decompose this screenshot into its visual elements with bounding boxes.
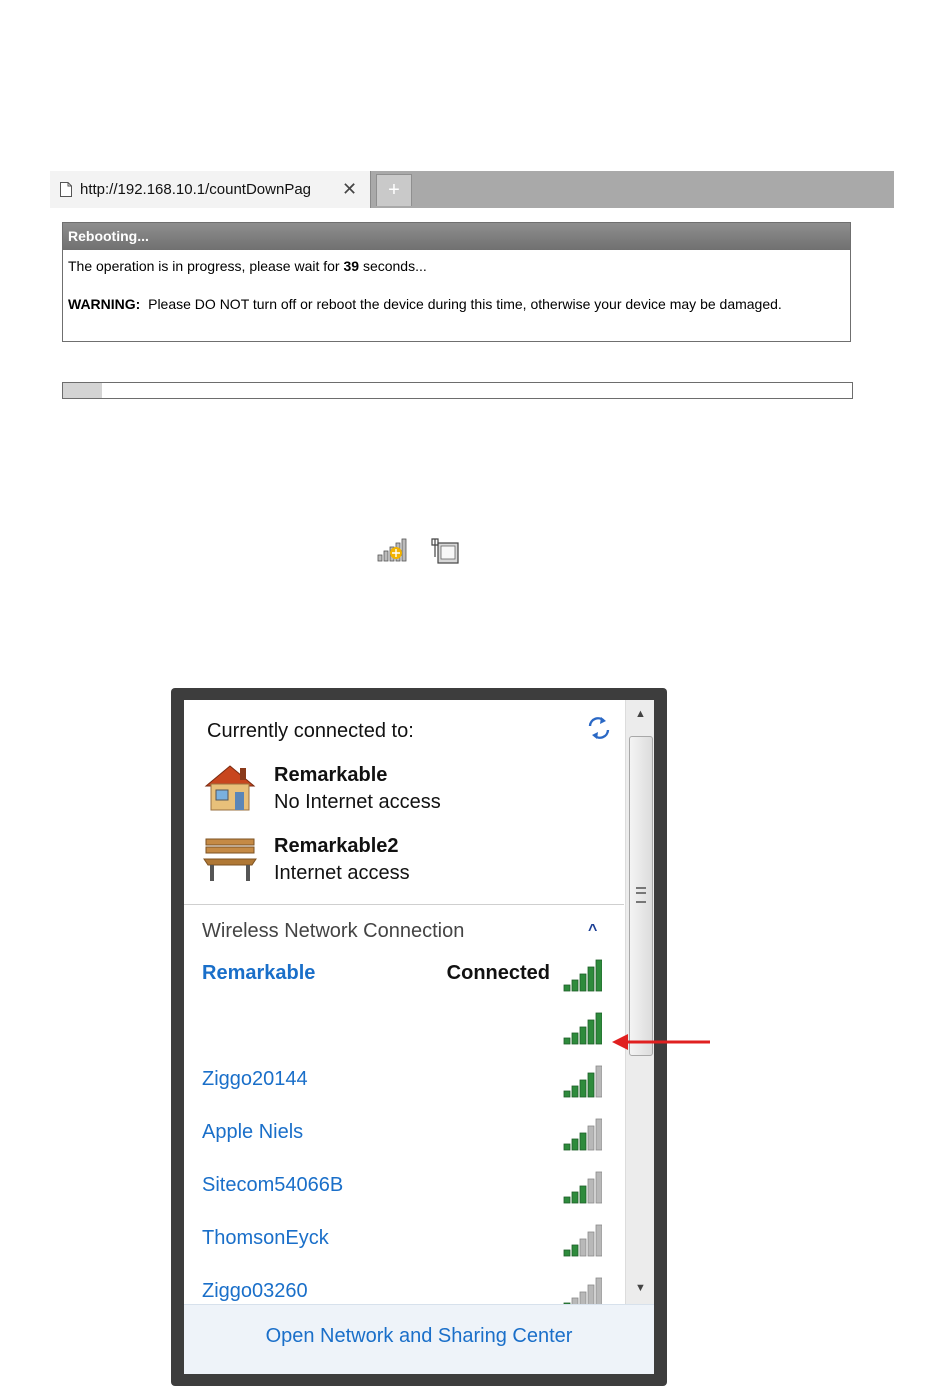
signal-bar-on (572, 1086, 578, 1097)
network-name: Remarkable (202, 962, 316, 984)
network-flyout-content (184, 700, 654, 1374)
reboot-header: Rebooting... (63, 223, 850, 250)
network-flyout (171, 688, 667, 1386)
system-tray (376, 537, 462, 572)
page-icon (60, 182, 72, 197)
network-status: Connected (446, 962, 550, 984)
signal-bar-on (588, 1020, 594, 1044)
scroll-up-icon[interactable]: ▲ (635, 708, 646, 720)
signal-bar-on (564, 1197, 570, 1203)
signal-bar-on (596, 1013, 602, 1044)
signal-bar-on (580, 1133, 586, 1150)
signal-bar-off (596, 1119, 602, 1150)
new-tab-button[interactable]: + (376, 174, 412, 206)
signal-bar-on (572, 1033, 578, 1044)
connection-item[interactable] (202, 762, 441, 816)
public-network-bench-icon (202, 833, 258, 885)
network-name: Apple Niels (202, 1121, 304, 1143)
signal-bar-on (588, 1073, 594, 1097)
signal-bar-on (572, 980, 578, 991)
open-network-center-link[interactable]: Open Network and Sharing Center (265, 1325, 573, 1347)
connection-item[interactable] (202, 833, 410, 887)
signal-bar-off (596, 1066, 602, 1097)
signal-strength-icon (562, 1117, 602, 1151)
scrollbar[interactable] (625, 700, 654, 1304)
network-name: Ziggo20144 (202, 1068, 308, 1090)
wireless-signal-warning-icon[interactable] (376, 537, 408, 572)
reboot-body (63, 250, 850, 314)
scroll-down-icon[interactable]: ▼ (635, 1282, 646, 1294)
network-name: Ziggo03260 (202, 1280, 308, 1302)
collapse-icon[interactable]: ^ (588, 922, 598, 939)
signal-strength-icon (562, 1064, 602, 1098)
signal-bar-off (588, 1179, 594, 1203)
signal-bar-on (580, 1080, 586, 1097)
signal-bar-on (596, 960, 602, 991)
refresh-icon[interactable] (584, 714, 614, 747)
network-wired-icon[interactable] (430, 537, 462, 572)
tab-url: http://192.168.10.1/countDownPag (80, 181, 312, 198)
warning-text: Please DO NOT turn off or reboot the device during this time, otherwise your device may be damaged. (148, 296, 782, 312)
grip-icon (636, 887, 646, 903)
wireless-network-item[interactable] (202, 1064, 606, 1102)
network-name: Sitecom54066B (202, 1174, 344, 1196)
wireless-network-item[interactable] (202, 1170, 606, 1208)
signal-bar-on (564, 1250, 570, 1256)
signal-bar-on (564, 1038, 570, 1044)
progress-message: The operation is in progress, please wait for 39 seconds... (68, 258, 427, 274)
connection-name: Remarkable (274, 764, 388, 786)
reboot-panel (62, 222, 851, 342)
signal-bar-on (572, 1139, 578, 1150)
progress-fill (63, 383, 102, 398)
signal-bar-off (596, 1172, 602, 1203)
connection-status: Internet access (274, 862, 410, 884)
reboot-progress-bar (62, 382, 853, 399)
home-network-icon (202, 762, 258, 814)
wireless-network-item[interactable] (202, 1223, 606, 1261)
browser-tab[interactable] (50, 171, 371, 208)
signal-bar-on (580, 1027, 586, 1044)
warning-message (68, 295, 845, 314)
wireless-network-item[interactable] (202, 958, 606, 996)
divider (184, 904, 624, 905)
signal-bar-on (580, 1186, 586, 1203)
signal-strength-icon (562, 1223, 602, 1257)
scroll-thumb[interactable] (629, 736, 653, 1056)
wireless-section-title: Wireless Network Connection (202, 920, 465, 942)
connection-status: No Internet access (274, 791, 441, 813)
flyout-footer (184, 1304, 654, 1374)
signal-bar-on (580, 974, 586, 991)
signal-bar-on (572, 1192, 578, 1203)
signal-strength-icon (562, 1170, 602, 1204)
wireless-network-item[interactable] (202, 1011, 606, 1049)
warning-label: WARNING: (68, 296, 141, 312)
browser-tab-bar (50, 171, 894, 208)
signal-bar-on (588, 967, 594, 991)
signal-bar-off (588, 1232, 594, 1256)
signal-bar-off (596, 1225, 602, 1256)
signal-bar-on (564, 985, 570, 991)
signal-bar-on (564, 1091, 570, 1097)
signal-bar-on (564, 1144, 570, 1150)
network-name: ThomsonEyck (202, 1227, 329, 1249)
connection-name: Remarkable2 (274, 835, 399, 857)
countdown-seconds: 39 (343, 258, 360, 274)
signal-bar-off (588, 1126, 594, 1150)
wireless-network-item[interactable] (202, 1117, 606, 1155)
signal-strength-icon (562, 1011, 602, 1045)
connected-title: Currently connected to: (207, 720, 414, 742)
signal-bar-on (572, 1245, 578, 1256)
signal-bar-off (580, 1239, 586, 1256)
annotation-arrow-icon (610, 1030, 714, 1054)
close-tab-icon[interactable]: ✕ (342, 179, 358, 199)
signal-strength-icon (562, 958, 602, 992)
